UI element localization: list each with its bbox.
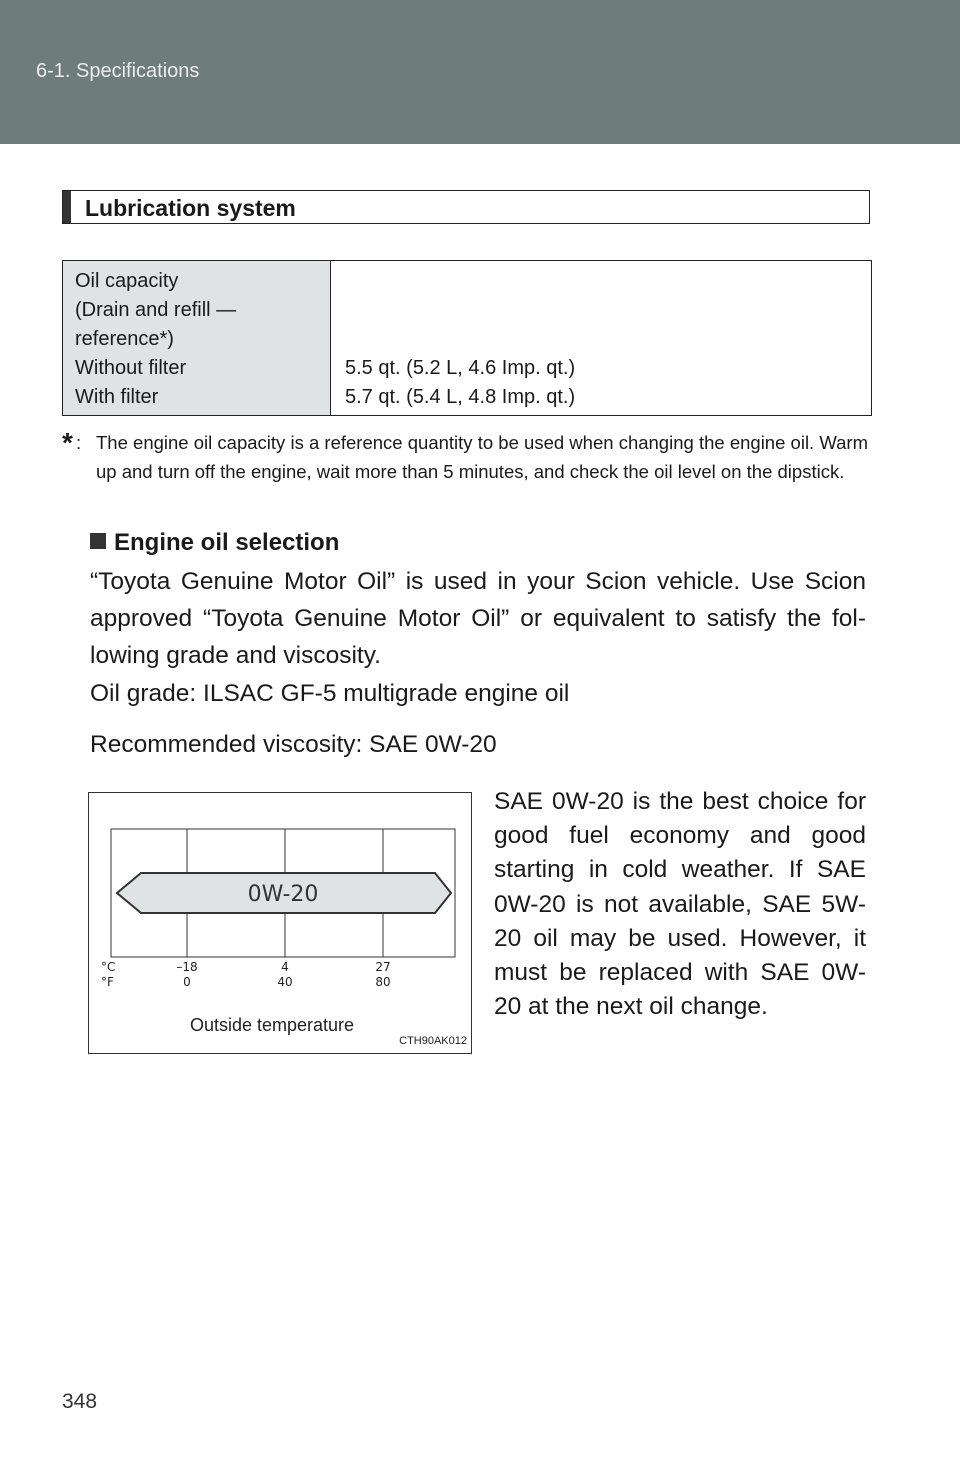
table-value-line: 5.5 qt. (5.2 L, 4.6 Imp. qt.) (345, 357, 576, 379)
tick-label-c: –18 (176, 960, 198, 974)
footnote-star: * (62, 427, 73, 458)
viscosity-chart-svg (89, 793, 471, 1053)
heading-text: Engine oil selection (114, 529, 340, 556)
footnote-text: The engine oil capacity is a reference quantity to be used when changing the engine oil. Warm up and turn off the engine, wait more than 5 minutes, and check the oil level on the dipstick. (96, 432, 868, 482)
recommended-viscosity: Recommended viscosity: SAE 0W-20 (90, 731, 497, 758)
square-bullet-icon (90, 533, 106, 549)
table-value-line: 5.7 qt. (5.4 L, 4.8 Imp. qt.) (345, 386, 576, 408)
page-header (0, 0, 960, 144)
table-label-line: (Drain and refill — (75, 299, 237, 321)
tick-label-c: 27 (375, 960, 391, 974)
unit-celsius: °C (101, 960, 116, 974)
table-label-line: Oil capacity (75, 270, 179, 292)
title-bar-accent (63, 191, 71, 223)
figure-code: CTH90AK012 (399, 1035, 467, 1047)
table-label-line: reference*) (75, 328, 174, 350)
section-title: 6-1. Specifications (36, 60, 200, 82)
table-value-line (345, 296, 857, 325)
table-label-cell (63, 261, 331, 415)
section-box-title (62, 190, 870, 224)
engine-oil-paragraph: “Toyota Genuine Motor Oil” is used in your Scion vehicle. Use Scion approved “Toyota Genuine Motor Oil” or equivalent to satisfy the fol-lowing grade and viscosity. (90, 568, 866, 669)
tick-label-f: 0 (183, 975, 191, 989)
table-value-line (345, 325, 857, 354)
footnote-colon: : (76, 432, 82, 453)
figure-caption: Outside temperature (189, 1015, 355, 1035)
table-value-line (345, 267, 857, 296)
viscosity-chart-figure (88, 792, 472, 1054)
table-label-line: Without filter (75, 357, 187, 379)
footnote (62, 428, 868, 486)
oil-capacity-table (62, 260, 872, 416)
engine-oil-heading (90, 529, 339, 557)
band-label: 0W-20 (247, 882, 319, 907)
page-number: 348 (62, 1390, 98, 1413)
table-value-cell (331, 261, 871, 415)
tick-label-f: 40 (277, 975, 293, 989)
viscosity-note: SAE 0W-20 is the best choice for good fuel economy and good starting in cold weather. If SAE 0W-20 is not available, SAE 5W-20 oil may be used. However, it must be replaced with SAE 0W-20 at the next oil change. (494, 788, 866, 1021)
tick-label-c: 4 (281, 960, 289, 974)
oil-grade: Oil grade: ILSAC GF-5 multigrade engine oil (90, 680, 570, 707)
box-title-text: Lubrication system (85, 195, 296, 221)
unit-fahrenheit: °F (101, 975, 114, 989)
tick-label-f: 80 (375, 975, 391, 989)
table-label-line: With filter (75, 386, 159, 408)
